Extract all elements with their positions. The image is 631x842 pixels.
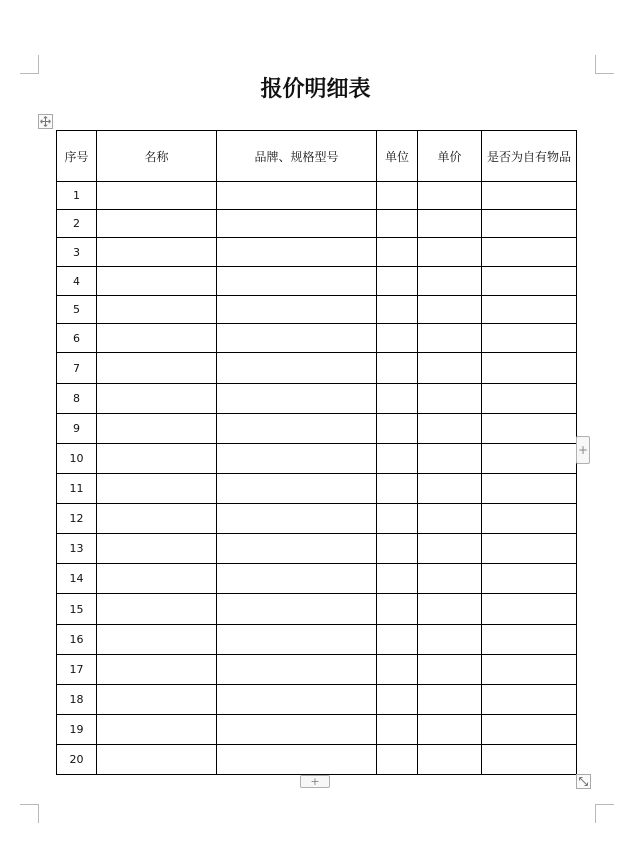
cell-unit[interactable]: [377, 534, 418, 564]
cell-unit[interactable]: [377, 182, 418, 210]
cell-unit-price[interactable]: [418, 625, 482, 655]
cell-unit[interactable]: [377, 324, 418, 353]
resize-icon: [578, 776, 589, 787]
cell-self-owned[interactable]: [482, 564, 577, 594]
cell-unit-price[interactable]: [418, 384, 482, 414]
add-column-button[interactable]: +: [576, 436, 590, 464]
cell-unit[interactable]: [377, 504, 418, 534]
cell-index: 2: [57, 210, 97, 238]
cell-name[interactable]: [97, 353, 217, 384]
table-row: [57, 715, 577, 745]
cell-unit[interactable]: [377, 685, 418, 715]
cell-unit-price[interactable]: [418, 210, 482, 238]
cell-self-owned[interactable]: [482, 685, 577, 715]
page-corner-bottom-left: [20, 804, 39, 823]
cell-unit-price[interactable]: [418, 594, 482, 625]
cell-name[interactable]: [97, 324, 217, 353]
cell-index: 10: [57, 444, 97, 474]
table-row: [57, 685, 577, 715]
cell-index: 8: [57, 384, 97, 414]
cell-unit[interactable]: [377, 594, 418, 625]
table-header-row: [57, 131, 577, 182]
cell-unit[interactable]: [377, 745, 418, 775]
cell-name[interactable]: [97, 444, 217, 474]
cell-name[interactable]: [97, 655, 217, 685]
cell-brand-spec[interactable]: [217, 353, 377, 384]
cell-brand-spec[interactable]: [217, 324, 377, 353]
cell-brand-spec[interactable]: [217, 474, 377, 504]
cell-self-owned[interactable]: [482, 210, 577, 238]
move-icon: [40, 116, 51, 127]
cell-brand-spec[interactable]: [217, 182, 377, 210]
cell-index: 14: [57, 564, 97, 594]
cell-unit[interactable]: [377, 267, 418, 296]
cell-brand-spec[interactable]: [217, 625, 377, 655]
cell-unit-price[interactable]: [418, 324, 482, 353]
cell-unit-price[interactable]: [418, 745, 482, 775]
cell-self-owned[interactable]: [482, 474, 577, 504]
table-row: [57, 745, 577, 775]
table-row: [57, 238, 577, 267]
cell-unit[interactable]: [377, 296, 418, 324]
cell-unit-price[interactable]: [418, 267, 482, 296]
cell-unit[interactable]: [377, 715, 418, 745]
cell-unit[interactable]: [377, 414, 418, 444]
cell-self-owned[interactable]: [482, 444, 577, 474]
cell-unit-price[interactable]: [418, 504, 482, 534]
cell-self-owned[interactable]: [482, 745, 577, 775]
cell-name[interactable]: [97, 474, 217, 504]
cell-unit-price[interactable]: [418, 182, 482, 210]
cell-name[interactable]: [97, 745, 217, 775]
table-resize-handle[interactable]: [576, 774, 591, 789]
table-row: [57, 324, 577, 353]
cell-unit[interactable]: [377, 444, 418, 474]
cell-brand-spec[interactable]: [217, 655, 377, 685]
header-unit: 单位: [377, 131, 418, 182]
cell-index: 11: [57, 474, 97, 504]
cell-index: 20: [57, 745, 97, 775]
cell-name[interactable]: [97, 210, 217, 238]
cell-brand-spec[interactable]: [217, 594, 377, 625]
cell-self-owned[interactable]: [482, 504, 577, 534]
page-corner-bottom-right: [595, 804, 614, 823]
cell-name[interactable]: [97, 715, 217, 745]
document-title: 报价明细表: [260, 76, 371, 102]
cell-self-owned[interactable]: [482, 715, 577, 745]
cell-name[interactable]: [97, 625, 217, 655]
cell-brand-spec[interactable]: [217, 685, 377, 715]
cell-index: 19: [57, 715, 97, 745]
cell-brand-spec[interactable]: [217, 444, 377, 474]
cell-self-owned[interactable]: [482, 384, 577, 414]
cell-index: 15: [57, 594, 97, 625]
cell-brand-spec[interactable]: [217, 504, 377, 534]
cell-index: 9: [57, 414, 97, 444]
cell-self-owned[interactable]: [482, 353, 577, 384]
cell-index: 18: [57, 685, 97, 715]
cell-brand-spec[interactable]: [217, 296, 377, 324]
cell-index: 3: [57, 238, 97, 267]
cell-unit-price[interactable]: [418, 564, 482, 594]
cell-index: 6: [57, 324, 97, 353]
header-brand-spec: 品牌、规格型号: [217, 131, 377, 182]
header-name: 名称: [97, 131, 217, 182]
cell-index: 1: [57, 182, 97, 210]
cell-unit-price[interactable]: [418, 414, 482, 444]
cell-index: 5: [57, 296, 97, 324]
header-index: 序号: [57, 131, 97, 182]
cell-brand-spec[interactable]: [217, 564, 377, 594]
cell-self-owned[interactable]: [482, 296, 577, 324]
cell-name[interactable]: [97, 594, 217, 625]
cell-unit-price[interactable]: [418, 296, 482, 324]
cell-unit-price[interactable]: [418, 655, 482, 685]
cell-unit-price[interactable]: [418, 534, 482, 564]
cell-unit-price[interactable]: [418, 353, 482, 384]
cell-unit[interactable]: [377, 655, 418, 685]
cell-brand-spec[interactable]: [217, 414, 377, 444]
cell-self-owned[interactable]: [482, 324, 577, 353]
cell-brand-spec[interactable]: [217, 715, 377, 745]
table-row: [57, 296, 577, 324]
cell-self-owned[interactable]: [482, 238, 577, 267]
cell-name[interactable]: [97, 414, 217, 444]
table-row: [57, 444, 577, 474]
cell-name[interactable]: [97, 685, 217, 715]
table-row: [57, 384, 577, 414]
table-row: [57, 594, 577, 625]
cell-name[interactable]: [97, 504, 217, 534]
cell-self-owned[interactable]: [482, 655, 577, 685]
cell-brand-spec[interactable]: [217, 238, 377, 267]
table-row: [57, 534, 577, 564]
cell-name[interactable]: [97, 296, 217, 324]
table-row: [57, 625, 577, 655]
table-row: [57, 504, 577, 534]
cell-self-owned[interactable]: [482, 534, 577, 564]
cell-self-owned[interactable]: [482, 625, 577, 655]
table-row: [57, 474, 577, 504]
cell-name[interactable]: [97, 182, 217, 210]
cell-index: 13: [57, 534, 97, 564]
table-row: [57, 353, 577, 384]
cell-unit-price[interactable]: [418, 238, 482, 267]
cell-self-owned[interactable]: [482, 414, 577, 444]
cell-name[interactable]: [97, 267, 217, 296]
cell-name[interactable]: [97, 384, 217, 414]
cell-unit[interactable]: [377, 210, 418, 238]
cell-unit[interactable]: [377, 384, 418, 414]
cell-self-owned[interactable]: [482, 267, 577, 296]
cell-unit-price[interactable]: [418, 444, 482, 474]
add-row-button[interactable]: +: [300, 775, 330, 788]
cell-name[interactable]: [97, 534, 217, 564]
cell-unit-price[interactable]: [418, 715, 482, 745]
cell-index: 17: [57, 655, 97, 685]
table-row: [57, 655, 577, 685]
table-row: [57, 210, 577, 238]
table-row: [57, 267, 577, 296]
cell-name[interactable]: [97, 564, 217, 594]
cell-brand-spec[interactable]: [217, 210, 377, 238]
cell-self-owned[interactable]: [482, 594, 577, 625]
cell-brand-spec[interactable]: [217, 384, 377, 414]
table-row: [57, 414, 577, 444]
cell-index: 7: [57, 353, 97, 384]
cell-unit[interactable]: [377, 353, 418, 384]
quote-table: [56, 130, 577, 775]
cell-name[interactable]: [97, 238, 217, 267]
cell-brand-spec[interactable]: [217, 267, 377, 296]
cell-unit[interactable]: [377, 238, 418, 267]
table-row: [57, 564, 577, 594]
cell-index: 12: [57, 504, 97, 534]
cell-unit-price[interactable]: [418, 474, 482, 504]
cell-unit-price[interactable]: [418, 685, 482, 715]
table-row: [57, 182, 577, 210]
cell-unit[interactable]: [377, 564, 418, 594]
cell-brand-spec[interactable]: [217, 534, 377, 564]
header-unit-price: 单价: [418, 131, 482, 182]
header-self-owned: 是否为自有物品: [482, 131, 577, 182]
table-move-handle[interactable]: [38, 114, 53, 129]
cell-self-owned[interactable]: [482, 182, 577, 210]
cell-unit[interactable]: [377, 625, 418, 655]
cell-brand-spec[interactable]: [217, 745, 377, 775]
cell-unit[interactable]: [377, 474, 418, 504]
cell-index: 16: [57, 625, 97, 655]
cell-index: 4: [57, 267, 97, 296]
